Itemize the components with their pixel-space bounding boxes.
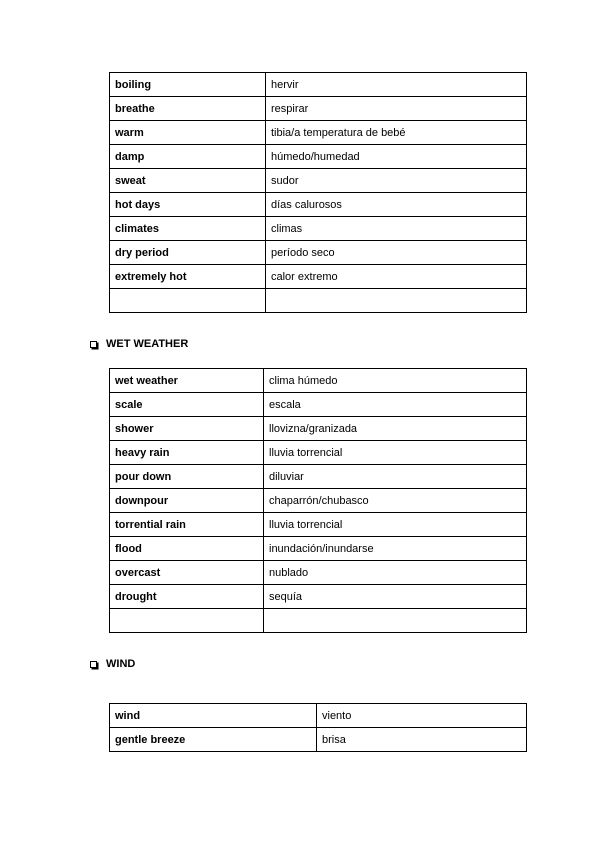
table-row-empty (110, 609, 527, 633)
english-term: wet weather (110, 369, 264, 393)
table-row (110, 393, 527, 417)
heat-vocabulary-table (109, 72, 527, 313)
table-row (110, 513, 527, 537)
spanish-translation: climas (266, 217, 527, 241)
table-row (110, 121, 527, 145)
section-heading-label: WIND (106, 658, 136, 670)
table-row (110, 73, 527, 97)
spanish-translation: húmedo/humedad (266, 145, 527, 169)
spanish-translation: brisa (317, 728, 527, 752)
spanish-translation: viento (317, 704, 527, 728)
table-row-empty (110, 289, 527, 313)
table-row (110, 561, 527, 585)
spanish-translation: inundación/inundarse (264, 537, 527, 561)
table-row (110, 728, 527, 752)
english-term: extremely hot (110, 265, 266, 289)
english-term (110, 609, 264, 633)
spanish-translation: período seco (266, 241, 527, 265)
spanish-translation: llovizna/granizada (264, 417, 527, 441)
spanish-translation: tibia/a temperatura de bebé (266, 121, 527, 145)
spanish-translation: hervir (266, 73, 527, 97)
spanish-translation (266, 289, 527, 313)
english-term: scale (110, 393, 264, 417)
spanish-translation: lluvia torrencial (264, 513, 527, 537)
english-term: warm (110, 121, 266, 145)
wet-weather-vocabulary-table (109, 368, 527, 633)
table-row (110, 145, 527, 169)
table-row (110, 241, 527, 265)
section-heading-label: WET WEATHER (106, 338, 189, 350)
spanish-translation: chaparrón/chubasco (264, 489, 527, 513)
english-term: flood (110, 537, 264, 561)
table-row (110, 417, 527, 441)
spanish-translation: clima húmedo (264, 369, 527, 393)
english-term (110, 289, 266, 313)
english-term: hot days (110, 193, 266, 217)
spanish-translation: días calurosos (266, 193, 527, 217)
table-row (110, 265, 527, 289)
table-row (110, 704, 527, 728)
english-term: pour down (110, 465, 264, 489)
checkbox-bullet-icon (90, 661, 97, 668)
spanish-translation (264, 609, 527, 633)
english-term: shower (110, 417, 264, 441)
english-term: downpour (110, 489, 264, 513)
table-row (110, 97, 527, 121)
table-row (110, 369, 527, 393)
spanish-translation: lluvia torrencial (264, 441, 527, 465)
english-term: dry period (110, 241, 266, 265)
spanish-translation: sequía (264, 585, 527, 609)
spanish-translation: diluviar (264, 465, 527, 489)
spanish-translation: calor extremo (266, 265, 527, 289)
table-row (110, 465, 527, 489)
english-term: heavy rain (110, 441, 264, 465)
spanish-translation: escala (264, 393, 527, 417)
checkbox-bullet-icon (90, 341, 97, 348)
table-row (110, 217, 527, 241)
table-row (110, 585, 527, 609)
spanish-translation: nublado (264, 561, 527, 585)
english-term: torrential rain (110, 513, 264, 537)
section-heading-wet-weather (90, 338, 188, 350)
english-term: gentle breeze (110, 728, 317, 752)
english-term: damp (110, 145, 266, 169)
table-row (110, 193, 527, 217)
table-row (110, 169, 527, 193)
table-row (110, 537, 527, 561)
english-term: wind (110, 704, 317, 728)
table-row (110, 489, 527, 513)
english-term: breathe (110, 97, 266, 121)
english-term: drought (110, 585, 264, 609)
table-row (110, 441, 527, 465)
spanish-translation: sudor (266, 169, 527, 193)
english-term: climates (110, 217, 266, 241)
english-term: boiling (110, 73, 266, 97)
spanish-translation: respirar (266, 97, 527, 121)
english-term: overcast (110, 561, 264, 585)
english-term: sweat (110, 169, 266, 193)
section-heading-wind (90, 658, 135, 670)
wind-vocabulary-table (109, 703, 527, 752)
